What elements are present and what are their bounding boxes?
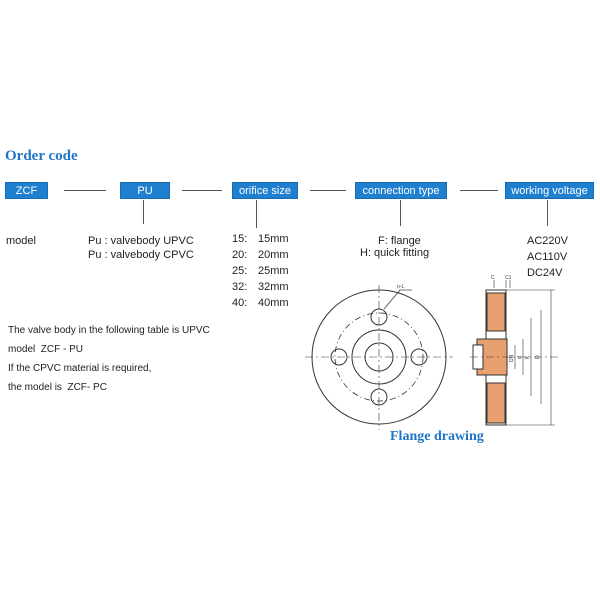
- orifice-code: 32:: [232, 281, 248, 293]
- flange-section-view: [470, 280, 560, 425]
- dim-d-label: d: [517, 356, 523, 359]
- flange-front-view: [305, 285, 453, 430]
- orifice-size: 32mm: [258, 281, 289, 293]
- code-box-working-voltage: working voltage: [505, 182, 594, 199]
- dim-D-label: D: [535, 355, 541, 359]
- note-line: the model is ZCF- PC: [8, 382, 107, 393]
- voltage-option: AC220V: [527, 235, 568, 247]
- dim-c-label: C: [491, 275, 495, 281]
- orifice-code: 40:: [232, 297, 248, 309]
- dim-k-label: K: [525, 355, 531, 359]
- voltage-option: AC110V: [527, 251, 568, 263]
- orifice-code: 15:: [232, 233, 248, 245]
- code-box-zcf: ZCF: [5, 182, 48, 199]
- orifice-code: 20:: [232, 249, 248, 261]
- note-line: If the CPVC material is required,: [8, 363, 152, 374]
- connection-option-flange: F: flange: [378, 235, 421, 247]
- hole-label: n-L: [397, 284, 405, 290]
- order-code-title: Order code: [5, 148, 78, 164]
- voltage-option: DC24V: [527, 267, 563, 279]
- code-box-orifice-size: orifice size: [232, 182, 298, 199]
- orifice-size: 25mm: [258, 265, 289, 277]
- orifice-code: 25:: [232, 265, 248, 277]
- code-box-pu: PU: [120, 182, 170, 199]
- model-label: model: [6, 235, 36, 247]
- flange-drawing-title: Flange drawing: [390, 429, 484, 444]
- orifice-size: 15mm: [258, 233, 289, 245]
- dim-dn-label: DN: [509, 354, 515, 362]
- orifice-size: 20mm: [258, 249, 289, 261]
- pu-option-cpvc: Pu : valvebody CPVC: [88, 249, 194, 261]
- note-line: The valve body in the following table is UPVC: [8, 325, 210, 336]
- orifice-size: 40mm: [258, 297, 289, 309]
- code-box-connection-type: connection type: [355, 182, 447, 199]
- pu-option-upvc: Pu : valvebody UPVC: [88, 235, 194, 247]
- note-line: model ZCF - PU: [8, 344, 84, 355]
- dim-c1-label: C1: [505, 275, 512, 281]
- connection-option-quick-fitting: H: quick fitting: [360, 247, 430, 259]
